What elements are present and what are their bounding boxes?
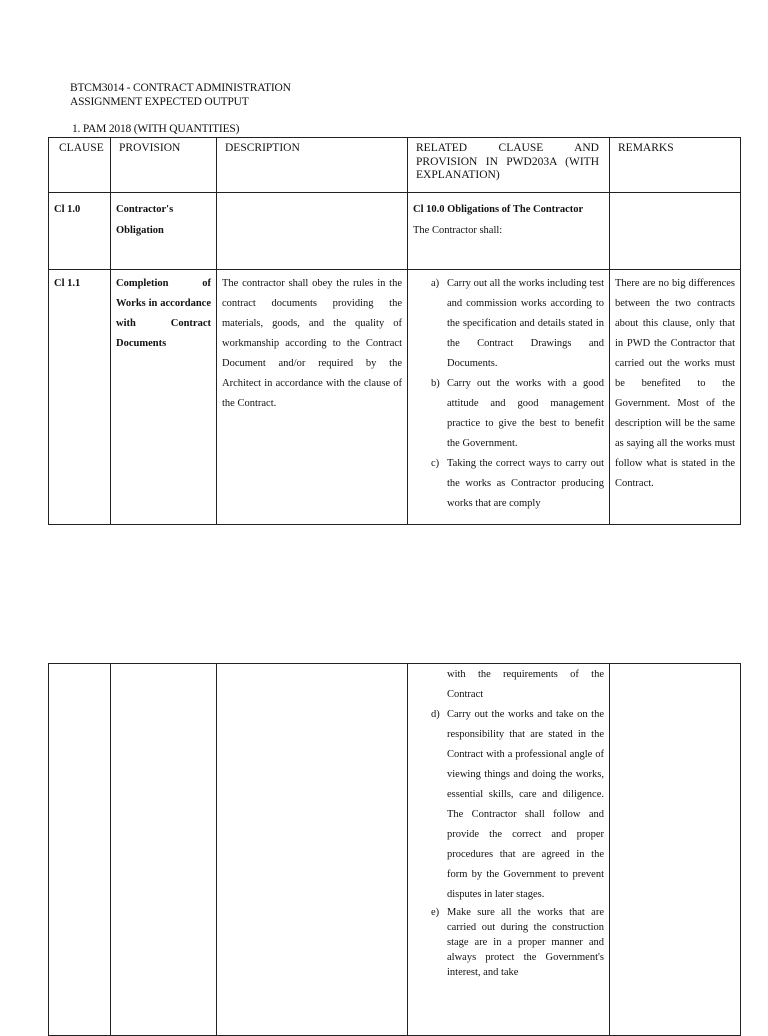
related-clause-list xyxy=(413,274,604,514)
description-cell xyxy=(217,664,408,1036)
list-item-label: b) xyxy=(431,378,440,389)
list-item-text: Taking the correct ways to carry out the works as Contractor producing works that are comply xyxy=(447,458,604,509)
remarks-cell xyxy=(610,664,741,1036)
list-item xyxy=(413,374,604,454)
table-row xyxy=(49,664,741,1036)
clause-cell xyxy=(49,664,111,1036)
related-clause-cell xyxy=(408,664,610,1036)
related-clause-intro: The Contractor shall: xyxy=(413,225,503,236)
list-item-text: Carry out all the works including test and commission works according to the specification and details stated in the Contract Drawings and Documents. xyxy=(447,278,604,369)
list-item-label: a) xyxy=(431,278,440,289)
table-row xyxy=(49,193,741,270)
provision-cell xyxy=(111,664,217,1036)
list-item-continuation xyxy=(413,665,604,705)
list-item-label: d) xyxy=(431,709,440,720)
related-clause-list xyxy=(413,665,604,980)
comparison-table xyxy=(48,137,741,525)
list-item xyxy=(413,705,604,905)
remarks-cell: There are no big differences between the two contracts about this clause, only that in PWD the Contractor that carried out the works must be benefited to the Government. Most of the description will be the same as saying all the works must follow what is stated in the Contract. xyxy=(610,270,741,525)
column-header-related-clause: RELATED CLAUSE AND PROVISION IN PWD203A (WITH EXPLANATION) xyxy=(408,138,610,193)
section-heading: 1. PAM 2018 (WITH QUANTITIES) xyxy=(72,123,240,135)
list-item-text: Carry out the works with a good attitude and good management practice to give the best to benefit the Government. xyxy=(447,378,604,449)
table-row xyxy=(49,270,741,525)
column-header-description: DESCRIPTION xyxy=(217,138,408,193)
list-item xyxy=(413,905,604,980)
list-item-text: with the requirements of the Contract xyxy=(447,669,604,700)
related-clause-cell xyxy=(408,193,610,270)
related-clause-title: Cl 10.0 Obligations of The Contractor xyxy=(413,204,584,215)
list-item-label: c) xyxy=(431,458,440,469)
column-header-clause: CLAUSE xyxy=(49,138,111,193)
list-item-text: Make sure all the works that are carried out during the construction stage are in a proper manner and always protect the Government's interest, and take xyxy=(447,907,604,978)
related-clause-cell xyxy=(408,270,610,525)
provision-cell: Completion of Works in accordance with Contract Documents xyxy=(111,270,217,525)
document-subtitle: ASSIGNMENT EXPECTED OUTPUT xyxy=(70,96,249,108)
description-cell xyxy=(217,193,408,270)
list-item xyxy=(413,274,604,374)
remarks-cell xyxy=(610,193,741,270)
list-item xyxy=(413,454,604,514)
description-cell: The contractor shall obey the rules in the contract documents providing the materials, goods, and the quality of workmanship according to the Contract Document and/or required by the Architect in accordance with the clause of the Contract. xyxy=(217,270,408,525)
clause-cell: Cl 1.1 xyxy=(49,270,111,525)
course-title: BTCM3014 - CONTRACT ADMINISTRATION xyxy=(70,82,291,94)
column-header-remarks: REMARKS xyxy=(610,138,741,193)
provision-cell: Contractor's Obligation xyxy=(111,193,217,270)
clause-cell: Cl 1.0 xyxy=(49,193,111,270)
list-item-text: Carry out the works and take on the responsibility that are stated in the Contract with a professional angle of viewing things and doing the works, essential skills, care and diligence. The Contractor shall follow and provide the correct and proper procedures that are agreed in the form by the Government to prevent disputes in later stages. xyxy=(447,709,604,900)
list-item-label: e) xyxy=(431,907,440,918)
comparison-table-continued xyxy=(48,663,741,1036)
table-header-row xyxy=(49,138,741,193)
column-header-provision: PROVISION xyxy=(111,138,217,193)
